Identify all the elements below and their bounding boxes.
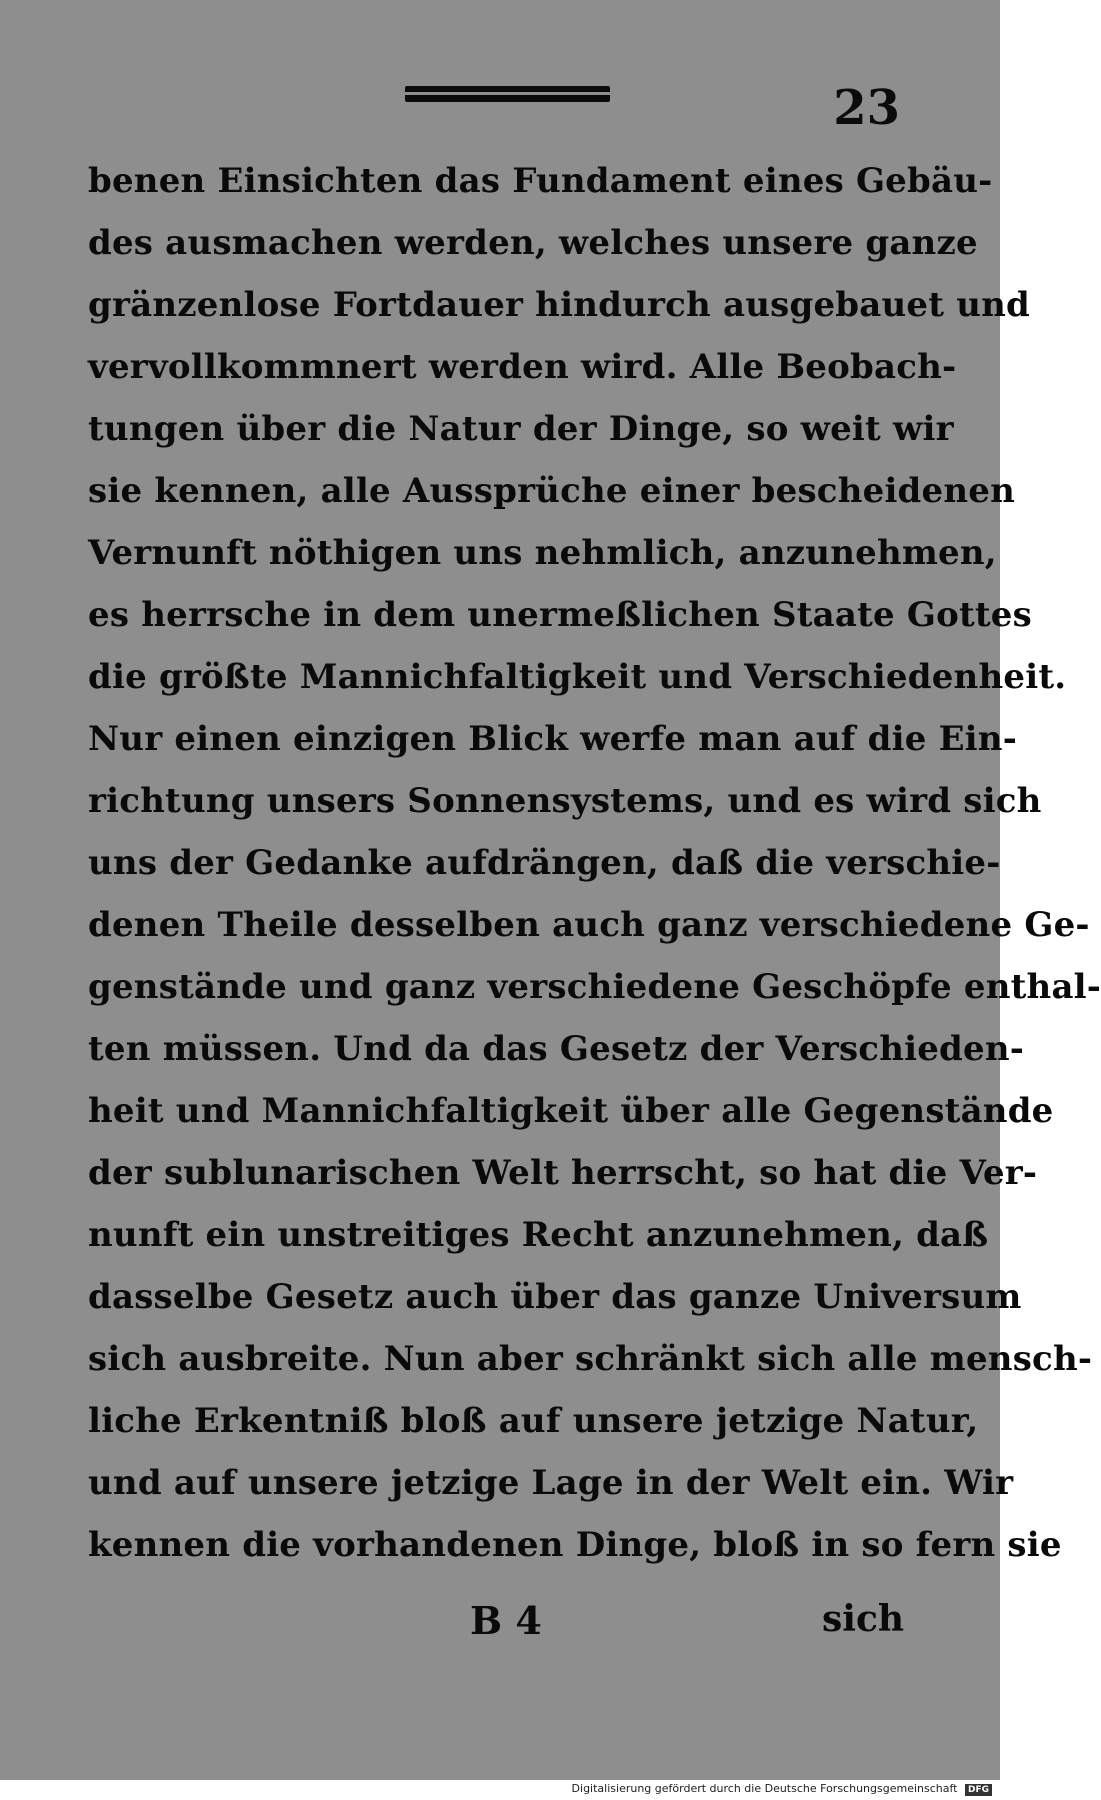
text-line: die größte Mannichfaltigkeit und Verschiedenheit. — [88, 657, 1067, 697]
text-line: der sublunarischen Welt herrscht, so hat die Ver- — [88, 1153, 1038, 1193]
text-line: genstände und ganz verschiedene Geschöpfe enthal- — [88, 967, 1101, 1007]
text-line: gränzenlose Fortdauer hindurch ausgebauet und — [88, 285, 1031, 325]
header-rule — [405, 86, 610, 102]
text-line: tungen über die Natur der Dinge, so weit wir — [88, 409, 954, 449]
text-line: es herrsche in dem unermeßlichen Staate Gottes — [88, 595, 1032, 635]
text-line: dasselbe Gesetz auch über das ganze Universum — [88, 1277, 1022, 1317]
text-line: denen Theile desselben auch ganz verschiedene Ge- — [88, 905, 1090, 945]
text-line: vervollkommnert werden wird. Alle Beobach- — [88, 347, 957, 387]
text-line: liche Erkentniß bloß auf unsere jetzige Natur, — [88, 1401, 979, 1441]
text-line: sie kennen, alle Aussprüche einer bescheidenen — [88, 471, 1016, 511]
text-line: benen Einsichten das Fundament eines Gebäu- — [88, 161, 993, 201]
catchword: sich — [822, 1598, 905, 1640]
text-line: kennen die vorhandenen Dinge, bloß in so fern sie — [88, 1525, 1062, 1565]
dfg-logo-icon: DFG — [965, 1784, 992, 1796]
signature-mark: B 4 — [470, 1598, 542, 1643]
text-line: heit und Mannichfaltigkeit über alle Gegenstände — [88, 1091, 1054, 1131]
text-line: sich ausbreite. Nun aber schränkt sich alle mensch- — [88, 1339, 1093, 1379]
text-line: des ausmachen werden, welches unsere ganze — [88, 223, 978, 263]
text-line: uns der Gedanke aufdrängen, daß die verschie- — [88, 843, 1001, 883]
body-text — [88, 150, 1101, 1576]
text-line: Nur einen einzigen Blick werfe man auf die Ein- — [88, 719, 1018, 759]
text-line: richtung unsers Sonnensystems, und es wird sich — [88, 781, 1042, 821]
text-line: ten müssen. Und da das Gesetz der Verschieden- — [88, 1029, 1025, 1069]
text-line: und auf unsere jetzige Lage in der Welt ein. Wir — [88, 1463, 1014, 1503]
text-line: nunft ein unstreitiges Recht anzunehmen, daß — [88, 1215, 989, 1255]
page-number: 23 — [833, 80, 900, 136]
credit-text: Digitalisierung gefördert durch die Deutsche Forschungsgemeinschaft — [571, 1782, 958, 1795]
text-line: Vernunft nöthigen uns nehmlich, anzunehmen, — [88, 533, 997, 573]
digitization-credit — [572, 1782, 992, 1796]
